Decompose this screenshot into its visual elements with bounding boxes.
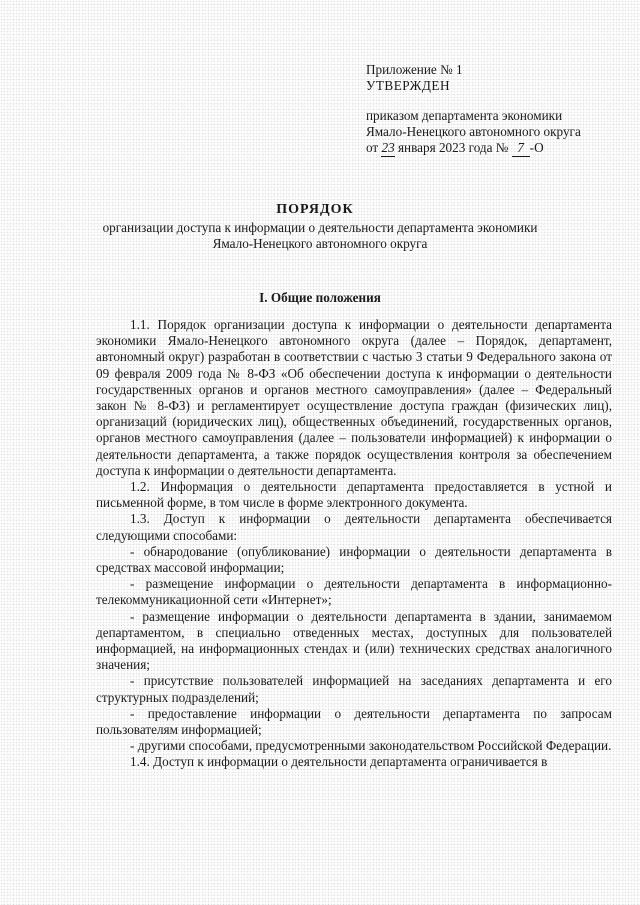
date-day: 23 <box>381 140 395 155</box>
approval-block <box>366 62 628 157</box>
order-line-1: приказом департамента экономики <box>366 108 563 123</box>
document-body <box>96 317 612 771</box>
list-item: - предоставление информации о деятельности департамента по запросам пользователям информацией; <box>96 705 612 738</box>
list-item: - другими способами, предусмотренными законодательством Российской Федерации. <box>130 738 612 754</box>
list-item: - размещение информации о деятельности департамента в информационно-телекоммуникационной сети «Интернет»; <box>96 576 612 608</box>
subtitle-line-2: Ямало-Ненецкого автономного округа <box>212 236 428 251</box>
section-heading: I. Общие положения <box>259 290 381 305</box>
list-item: - присутствие пользователей информацией на заседаниях департамента и его структурных подразделений; <box>96 673 612 705</box>
list-item: - размещение информации о деятельности департамента в здании, занимаемом департаментом, в специально отведенных местах, доступных для пользователей информацией, на информационных стендах и (или) технических средствах аналогичного значения; <box>96 608 612 673</box>
document-subtitle <box>90 220 550 252</box>
approved-stamp-text: УТВЕРЖДЕН <box>366 78 451 93</box>
subtitle-line-1: организации доступа к информации о деятельности департамента экономики <box>102 220 538 235</box>
paragraph-1-1: 1.1. Порядок организации доступа к информации о деятельности департамента экономики Ямало-Ненецкого автономного округа (далее – Порядок, департамент, автономный округ) разработан в соответствии с частью 3 статьи 9 Федерального закона от 09 февраля 2009 года № 8-ФЗ «Об обеспечении доступа к информации о деятельности государственных органов и органов местного самоуправления» (далее – Федеральный закон № 8-ФЗ) и регламентирует осуществление доступа граждан (физических лиц), организаций (юридических лиц), общественных объединений, государственных органов, органов местного самоуправления (далее – пользователи информацией) к информации о деятельности департамента, а также порядок осуществления контроля за обеспечением доступа к информации о деятельности департамента. <box>96 317 612 478</box>
paragraph-1-2: 1.2. Информация о деятельности департамента предоставляется в устной и письменной форме, в том числе в форме электронного документа. <box>96 479 612 511</box>
document-title: ПОРЯДОК <box>276 202 354 217</box>
order-date-line <box>366 140 628 157</box>
date-prefix: от <box>366 140 379 155</box>
paragraph-1-4: 1.4. Доступ к информации о деятельности департамента ограничивается в <box>130 754 548 770</box>
order-suffix: -О <box>529 140 544 155</box>
list-item: - обнародование (опубликование) информации о деятельности департамента в средствах массовой информации; <box>96 543 612 576</box>
order-line-2: Ямало-Ненецкого автономного округа <box>366 124 581 139</box>
appendix-label: Приложение № 1 <box>366 62 463 77</box>
order-number: 7 <box>512 140 530 157</box>
date-rest: января 2023 года № <box>397 140 509 155</box>
paragraph-1-3: 1.3. Доступ к информации о деятельности департамента обеспечивается следующими способами: <box>96 511 612 543</box>
